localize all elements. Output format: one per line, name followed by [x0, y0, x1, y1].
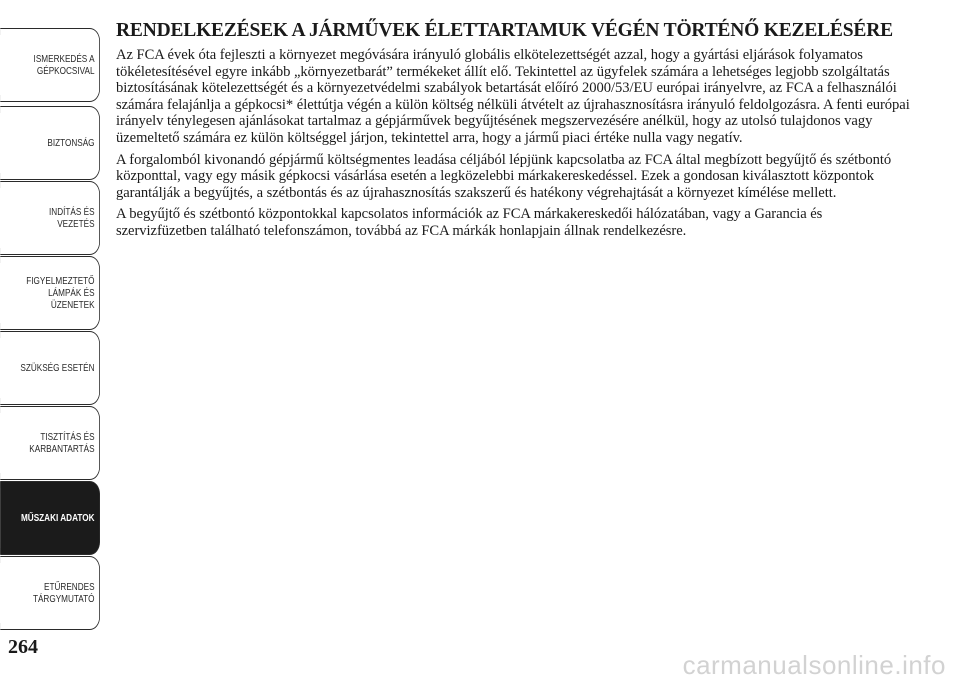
- main-content: [116, 20, 916, 245]
- tab-targymutato[interactable]: ETŰRENDES TÁRGYMUTATÓ: [0, 556, 100, 630]
- paragraph-1: Az FCA évek óta fejleszti a környezet megóvására irányuló globális elkötelezettségét azzal, hogy a gyártási eljárások folyamatos tökéletesítésével egyre inkább „környezetbarát” termékeket állít elő. Tekintettel az ügyfelek számára a lehetséges legjobb szolgáltatás biztosításának kötelezettségét és a környezetvédelmi szabályok betartását előíró 2000/53/EU európai irányelvre, az FCA a felhasználói számára felajánlja a gépkocsi* élettútja végén a külön költség nélküli átvételt az újrahasznosításra irányuló feldolgozásra. A fenti európai irányelv ténylegesen ajánlásokat tartalmaz a gépjárművek begyűjtésének megszervezésére anélkül, hogy az utolsó tulajdonos vagy üzemeltető számára ez külön költséggel járjon, tekintettel arra, hogy a jármű piaci értéke nulla vagy negatív.: [116, 47, 910, 146]
- watermark: carmanualsonline.info: [682, 650, 946, 680]
- section-title: RENDELKEZÉSEK A JÁRMŰVEK ÉLETTARTAMUK VÉGÉN TÖRTÉNŐ KEZELÉSÉRE: [116, 20, 893, 41]
- paragraph-3: A begyűjtő és szétbontó központokkal kapcsolatos információk az FCA márkakereskedői hálózatában, vagy a Garancia és szervizfüzetben található telefonszámon, továbbá az FCA márkák honlapjain állnak rendelkezésre.: [116, 206, 823, 239]
- tab-ismerkedes[interactable]: ISMERKEDÉS A GÉPKOCSIVAL: [0, 28, 100, 102]
- tab-tisztitas[interactable]: TISZTÍTÁS ÉS KARBANTARTÁS: [0, 406, 100, 480]
- page-number: 264: [8, 636, 38, 658]
- tab-muszaki-adatok[interactable]: MŰSZAKI ADATOK: [0, 481, 100, 555]
- tab-figyelmezteto[interactable]: FIGYELMEZTETŐ LÁMPÁK ÉS ÜZENETEK: [0, 256, 100, 330]
- tab-szukseg[interactable]: SZÜKSÉG ESETÉN: [0, 331, 100, 405]
- tab-biztonsag[interactable]: BIZTONSÁG: [0, 106, 100, 180]
- paragraph-2: A forgalomból kivonandó gépjármű költségmentes leadása céljából lépjünk kapcsolatba az FCA által megbízott begyűjtő és szétbontó központtal, vagy egy másik gépkocsi vásárlása esetén a legközelebbi márkakereskedéssel. Ezek a gondosan kiválasztott központok garantálják a begyűjtés, a szétbontás és az újrahasznosítás szakszerű és hatékony végrehajtását a környezet kímélése mellett.: [116, 151, 892, 201]
- tab-inditas[interactable]: INDÍTÁS ÉS VEZETÉS: [0, 181, 100, 255]
- chapter-sidebar: [0, 0, 102, 686]
